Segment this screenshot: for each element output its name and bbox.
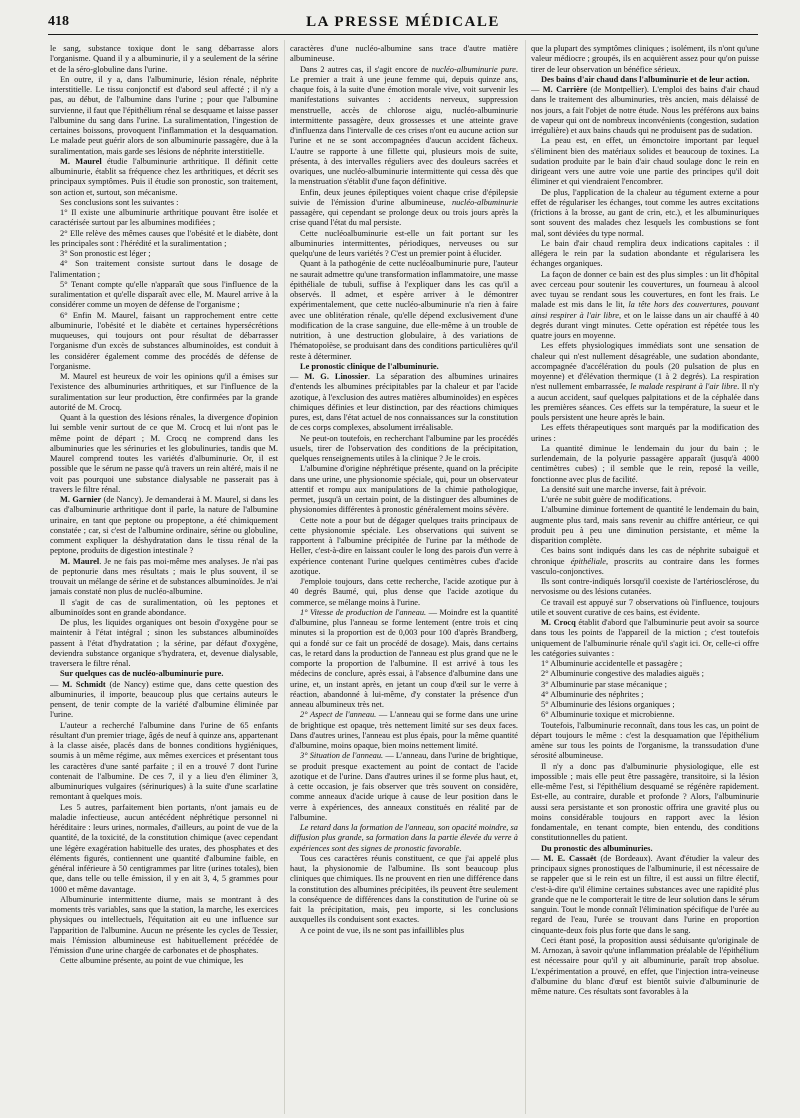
list-item: 2° Elle relève des mêmes causes que l'obésité et le diabète, dont les principales sont : l'hérédité et la suralimentation ; xyxy=(50,228,278,248)
section-heading: Du pronostic des albuminuries. xyxy=(541,843,653,853)
paragraph: Ceci étant posé, la proposition aussi séduisante qu'originale de M. Arnozan, à savoir qu'une inflammation préalable de l'épithélium est nécessaire pour qu'il y ait albuminurie, paraît trop absolue. L'expérimentation a prouvé, en effet, que l'injection intra-veineuse d'albumine du blanc d'œuf est bientôt suivie d'albuminurie de même nature. Ces résultats sont favorables à la xyxy=(531,935,759,996)
paragraph: Ne peut-on toutefois, en recherchant l'albumine par les procédés usuels, tirer de l'observation des conditions de la précipitation, quelques renseignements utiles à la clinique ? Je le crois. xyxy=(290,433,518,463)
paragraph-text: Enfin, deux jeunes épileptiques voient chaque crise d'épilepsie suivie de l'émission d'urine albumineuse, xyxy=(290,187,518,207)
list-item: 6° Albuminurie toxique et microbienne. xyxy=(541,710,675,720)
paragraph: Cette note a pour but de dégager quelques traits principaux de cette physionomie spéciale. Les observations qui suivent se rapportent à l'albumine précipitée de l'urine par la méthode de Heller, c'est-à-dire en laissant couler le long des parois d'un verre à expérience contenant l'urine quelques centimètres cubes d'acide azotique. xyxy=(290,515,518,576)
author-name: M. E. Cassaët xyxy=(543,853,597,863)
list-item: 5° Albuminurie des lésions organiques ; xyxy=(541,700,675,709)
paragraph: Toutefois, l'albuminurie reconnaît, dans tous les cas, un point de départ toujours le même : c'est la desquamation que l'épithélium amène sur tous les points de l'organisme, la transsudation d'une sérosité albumineuse. xyxy=(531,720,759,761)
paragraph-text: Ces bains sont indiqués dans les cas de néphrite subaiguë et chronique xyxy=(531,546,759,566)
paragraph: Quant à la pathogénie de cette nucléoalbuminurie pure, l'auteur ne saurait admettre qu'une transformation inflammatoire, une masse épithéliale de tubuli, suffise à l'expliquer dans les cas qu'il a observés. Il admet, et espère arriver à le démontrer expérimentalement, que cette nucléo-albuminurie n'a rien à faire avec une oblitération rénale, qu'elle dépend exclusivement d'une modification de la crase sanguine, due elle-même à un trouble de nutrition, à une destruction globulaire, à des variations de l'hématopoïèse, se produisant dans des conditions particulières qu'il reste à déterminer. xyxy=(290,259,518,361)
paragraph: Les effets thérapeutiques sont marqués par la modification des urines : xyxy=(531,423,759,443)
author-name: M. G. Linossier xyxy=(304,372,368,381)
paragraph: Quant à la question des lésions rénales, la divergence d'opinion lui semble venir surtout de ce que M. Crocq et lui n'ont pas le même point de départ ; M. Crocq ne comprend dans les albuminuries que les sérinuries et les globulinuries, tandis que M. Maurel comprend toutes les variétés d'albuminurie. Or, il est possible que le sérum ne passe qu'à travers un rein altéré, mais il ne voit pas pourquoi une substance dialysable ne passerait pas à travers le filtre rénal. xyxy=(50,413,278,494)
list-item: 3° Albuminurie par stase mécanique ; xyxy=(541,679,667,689)
emphasis: 3° Situation de l'anneau. xyxy=(300,751,384,761)
author-name: M. Carrière xyxy=(542,85,588,94)
list-item: 2° Albuminurie congestive des maladies aiguës ; xyxy=(541,669,704,679)
page-header xyxy=(48,12,758,35)
paragraph-text: (de Bordeaux). Avant d'étudier la valeur des principaux signes pronostiques de l'albuminurie, il est nécessaire de se rappeler que si le rein est un filtre, il est aussi un filtre électif, c'est-à-dire qu'il élimine certaines substances avec une rapidité plus grande que ne le comporterait le titre de leur solution dans le sérum sanguin. Tout le monde connaît l'élimination spécifique de l'urée au regard de l'eau, l'urée se trouvant dans l'urine en proportion cinquante-deux fois plus forte que dans le sang. xyxy=(531,853,759,935)
paragraph: Cette nucléoalbuminurie est-elle un fait portant sur les albuminuries intermittentes, périodiques, nerveuses ou sur quelqu'une de leurs variétés ? C'est un premier point à élucider. xyxy=(290,228,518,258)
emphasis: la tête hors des couvertures, pouvant ainsi respirer à l'air libre xyxy=(531,300,759,320)
paragraph xyxy=(531,341,759,423)
paragraph: Ses conclusions sont les suivantes : xyxy=(60,197,179,207)
paragraph: Il s'agit de cas de suralimentation, où les peptones et albuminoïdes sont en grande abondance. xyxy=(50,597,278,617)
paragraph-text: étudie l'albuminurie arthritique. Il définit cette albuminurie, établit sa fréquence chez les arthritiques, et décrit ses principaux symptômes. Puis il étudie son pronostic, son traitement, son action et, surtout, son mécanisme. xyxy=(50,156,278,197)
paragraph-text: Dans 2 autres cas, il s'agit encore de xyxy=(300,64,432,74)
paragraph: M. Maurel est heureux de voir les opinions qu'il a émises sur l'existence des albuminuries arthritiques, et sur l'influence de la suralimentation sur leur production, être confirmées par la grande autorité de M. Crocq. xyxy=(50,372,278,412)
paragraph: Les 5 autres, parfaitement bien portants, n'ont jamais eu de maladie infectieuse, aucun antécédent néphrétique personnel ni héréditaire : leurs urines, normales, d'ailleurs, au point de vue de la quantité, de la toxicité, de la constitution chimique (avec cependant une légère exagération habituelle des urates, des phosphates et des éléments figurés, contiennent une quantité d'albumine faible, en général inférieure à 50 centigrammes par litre (urines totales), bien que, dans telle ou telle émission, il y en ait 3, 4, 5 grammes pour 1000 et même davantage. xyxy=(50,802,278,894)
author-name: M. Schmidt xyxy=(62,679,106,689)
paragraph-text: . La séparation des albumines urinaires d'entends les albumines précipitables par la chaleur et par l'acide azotique, à l'exclusion des autres matières albuminoïdes) en espèces chimiques définies et leur distinction, par des réactions chimiques pures, est, dans l'état actuel de nos connaissances sur la constitution de ces corps complexes, absolument irréalisable. xyxy=(290,372,518,433)
paragraph: En outre, il y a, dans l'albuminurie, lésion rénale, néphrite interstitielle. Le tissu conjonctif est d'abord seul affecté ; il n'y a pas, au début, de l'albumine dans l'urine ; pour que l'albumine survienne, il faut que l'épithélium rénal se desquame et laisse passer l'albumine du sang dans l'urine. La suralimentation, l'ingestion de certaines boissons, provoquent l'inflammation et la desquamation. Le malade peut guérir alors de son albuminurie passagère, due à la suralimentation, mais garde ses lésions de néphrite interstitielle. xyxy=(50,74,278,156)
paragraph-text: passagère, qui cependant se prolonge deux ou trois jours après la crise quand l'état du mal persiste. xyxy=(290,208,518,228)
emphasis: épithéliale xyxy=(570,556,606,566)
list-item: 4° Son traitement consiste surtout dans le dosage de l'alimentation ; xyxy=(50,259,278,279)
paragraph xyxy=(50,495,278,557)
paragraph: L'auteur a recherché l'albumine dans l'urine de 65 enfants résultant d'un premier triage, âgés de neuf à quinze ans, appartenant à la classe aisée, placés dans de bonnes conditions hygiéniques, soumis à un même régime, aux mêmes exercices et présentant tous les caractères d'une santé parfaite ; il en a trouvé 7 dont l'urine contenait de l'albumine. De ces 7, il y a lieu d'en éliminer 3, albuminuriques vulgaires (sérinuriques) à la suite d'une scarlatine remontant à quelques mois. xyxy=(50,720,278,802)
paragraph-text: — L'anneau qui se forme dans une urine de brightique est opaque, très nettement limité sur ses deux faces. Dans d'autres urines, l'anneau est plus épais, pour la même quantité d'albumine, moins opaque, bien moins nettement limité. xyxy=(290,710,518,750)
paragraph: A ce point de vue, ils ne sont pas infaillibles plus xyxy=(300,925,464,935)
paragraph xyxy=(531,270,759,342)
paragraph-text: . Je ne fais pas moi-même mes analyses. Je n'ai pas de peptonurie dans mes résultats ; mais le plus souvent, il se trouvait un mélange de sérine et de substances albuminoïdes. Je n'ai jamais constaté non plus de nucléo-albumine. xyxy=(50,556,278,597)
paragraph-text: (de Nancy). Je demanderai à M. Maurel, si dans les cas d'albuminurie arthritique dont il parle, la nature de l'albumine urinaire, en tant que peptone ou propeptone, a été chimiquement constatée ; car, si c'est de l'albumine ordinaire, sérine ou globuline, comment expliquer la déshydratation dans le tissu rénal de la peptone, produits de digestion intestinale ? xyxy=(50,495,278,556)
paragraph xyxy=(290,188,518,229)
column-gutter xyxy=(284,40,285,1114)
column-right xyxy=(531,44,759,1114)
paragraph xyxy=(50,557,278,598)
paragraph: Cette albumine présente, au point de vue chimique, les xyxy=(60,956,244,966)
paragraph xyxy=(290,751,518,823)
emphasis: nucléo-albuminurie xyxy=(451,197,518,207)
paragraph: La peau est, en effet, un émonctoire important par lequel s'éliminent bien des matériaux solides et beaucoup de toxines. La sudation produite par le bain d'air chaud soulage donc le rein en dirigeant vers une autre voie une partie des principes qu'il doit éliminer et qui viendraient l'encombrer. xyxy=(531,136,759,187)
paragraph xyxy=(290,608,518,711)
paragraph xyxy=(290,823,518,854)
emphasis: 1° Vitesse de production de l'anneau. xyxy=(300,607,427,617)
paragraph: Tous ces caractères réunis constituent, ce que j'ai appelé plus haut, la physionomie de l'albumine. Ils sont beaucoup plus cliniques que chimiques. Ils ne prouvent en rien une différence dans la constitution des albumines précipitées, ils peuvent être seulement la conséquence de différences dans la constitution de l'urine où se fait la précipitation, mais, peu importe, si les conclusions auxquelles ils conduisent sont exactes. xyxy=(290,853,518,925)
section-heading: Sur quelques cas de nucléo-albuminurie pure. xyxy=(60,669,224,679)
paragraph: — M. Carrière (de Montpellier). L'emploi des bains d'air chaud dans le traitement des albuminuries, très ancien, mais délaissé de nos jours, a fait l'objet de notre étude. Nous les préférons aux bains de vapeur qui ont de nombreux inconvénients (congestion, sudation irrégulière) et aux bains chauds qui ne produisent pas de sudation. xyxy=(531,85,759,135)
paragraph: Le bain d'air chaud remplira deux indications capitales : il allégera le rein par la sudation abondante et régularisera les échanges organiques. xyxy=(531,238,759,269)
list-item: 3° Son pronostic est léger ; xyxy=(60,249,151,258)
author-name: M. Crocq xyxy=(541,618,576,627)
paragraph: L'albumine diminue fortement de quantité le lendemain du bain, augmente plus tard, mais sans revenir au chiffre antérieur, ce qui produit peu à peu une diminution persistante, et même la disparition complète. xyxy=(531,505,759,545)
paragraph: La quantité diminue le lendemain du jour du bain ; le surlendemain, de la polyurie passagère apparaît (jusqu'à 4000 centimètres cubes) ; il semble que le rein, reposé la veille, fonctionne avec plus de facilité. xyxy=(531,443,759,484)
paragraph xyxy=(50,157,278,198)
emphasis: le malade respirant à l'air libre xyxy=(630,382,738,392)
paragraph-text: — L'anneau, dans l'urine de brightique, se produit presque exactement au point de contact de l'acide azotique et de l'urine. Dans d'autres urines il se forme plus haut, et, à cette occasion, je fais observer que très souvent on considère, comme anneaux d'acide urique à cause de leur position dans le verre à expériences, des anneaux constitués en réalité par de l'albumine. xyxy=(290,751,518,822)
paragraph-text: établit d'abord que l'albuminurie peut avoir sa source dans tous les points de l'appareil de la miction ; c'est toutefois uniquement de l'albuminurie rénale qu'il s'agit ici. Or, celle-ci offre les catégories suivantes : xyxy=(531,618,759,658)
column-left xyxy=(50,44,278,1114)
journal-title: LA PRESSE MÉDICALE xyxy=(306,14,500,30)
list-item: 1° Il existe une albuminurie arthritique pouvant être isolée et caractérisée surtout par les albumines modifiées ; xyxy=(50,208,278,228)
page-number: 418 xyxy=(48,14,69,29)
paragraph: — M. Schmidt (de Nancy) estime que, dans cette question des albuminuries, il importe, beaucoup plus que certains auteurs le pensent, de tenir compte de la variété d'albumine éliminée par l'urine. xyxy=(50,679,278,720)
paragraph-text: . Le premier a trait à une jeune femme qui, depuis quinze ans, chaque fois, à la suite d'une émotion morale vive, voit survenir les manifestations suivantes : accidents nerveux, suppression menstruelle, accès de chlorose aigu, nucléo-albuminurie intermittente passagère, deux grossesses et une atteinte grave d'influenza dans l'intervalle de ces crises n'ont eu aucune action sur l'urine et ne se sont accompagnées d'aucun accident fâcheux. L'autre se rapporte à une fillette qui, plusieurs mois de suite, présenta, à des intervalles réguliers avec des douleurs sacrées et ovariques, une nucléo-albuminurie intermittente qui cessa dès que la menstruation s'établit d'une façon définitive. xyxy=(290,64,518,187)
section-heading: Des bains d'air chaud dans l'albuminurie et de leur action. xyxy=(541,74,750,84)
paragraph-text: — Moindre est la quantité d'albumine, plus l'anneau se forme lentement (entre trois et cinq minutes si la proportion est de 0,003 pour 100 d'après Brandberg, qui a fondé sur ce fait un procédé de dosage). Mais, dans certains cas, le retard dans la production de l'anneau est plus grand que ne le comporte la proportion de l'albumine. Il est arrivé à tous les médecins de conclure, après essai, à l'absence d'albumine dans une urine, et, un instant après, en jetant un coup d'œil sur le verre à réaction, abandonné à lui-même, d'y constater la présence d'un anneau albumineux très net. xyxy=(290,607,518,709)
paragraph xyxy=(531,618,759,659)
paragraph: De plus, l'application de la chaleur au tégument externe a pour effet de régulariser les échanges, tout comme les autres excitations (frictions à la brosse, au gant de crin, etc.), et les albuminuriques sont souvent des malades chez lesquels les combustions se font mal, sont déviées du type normal. xyxy=(531,187,759,238)
list-item: 4° Albuminurie des néphrites ; xyxy=(541,689,644,699)
paragraph: L'albumine d'origine néphrétique présente, quand on la précipite dans une urine, une physionomie spéciale, qui, pour un observateur attentif et rompu aux manipulations de la chimie pathologique, permet, jusqu'à un certain point, de la distinguer des albumines de physionomies différentes à pronostic généralement moins sévère. xyxy=(290,464,518,515)
list-item: 5° Tenant compte qu'elle n'apparaît que sous l'influence de la suralimentation et qu'elle disparaît avec elle, M. Maurel arrive à la considérer comme un moyen de défense de l'organisme ; xyxy=(50,279,278,310)
author-name: M. Maurel xyxy=(60,556,100,566)
paragraph: Il n'y a donc pas d'albuminurie physiologique, elle est impossible ; mais elle peut être passagère, transitoire, si la lésion elle-même l'est, si l'épithélium desquamé se régénère rapidement. Est-elle, au contraire, durable et profonde ? Alors, l'albuminurie aussi sera persistante et son pronostic offrira une gravité plus ou moins considérable toujours en rapport avec la lésion fondamentale, en tenant compte, bien entendu, des conditions constitutionnelles du patient. xyxy=(531,761,759,843)
paragraph: Albuminurie intermittente diurne, mais se montrant à des moments très variables, sans que la station, la marche, les exercices physiques ou intellectuels, l'équitation ait eu une influence sur l'apparition de l'albumine. Aucun ne présente les cycles de Tessier, mais l'émission albumineuse est habituellement précédée de l'émission d'une urine chargée de carbonates et de phosphates. xyxy=(50,894,278,955)
section-heading: Le pronostic clinique de l'albuminurie. xyxy=(300,361,439,371)
paragraph: caractères d'une nucléo-albumine sans trace d'autre matière albumineuse. xyxy=(290,44,518,64)
paragraph-text: (de Nancy) estime que, dans cette question des albuminuries, il importe, beaucoup plus que certains auteurs le pensent, de tenir compte de la variété d'albumine éliminée par l'urine. xyxy=(50,679,278,720)
paragraph: La densité suit une marche inverse, fait à prévoir. xyxy=(541,484,707,494)
column-gutter xyxy=(525,40,526,1114)
paragraph: De plus, les liquides organiques ont besoin d'oxygène pour se maintenir à l'état intégral ; sinon les substances albuminoïdes passent à l'état d'hydratation ; la sérine, par défaut d'oxygène, deviendra substance organique s'hydratera, et, devenue dialysable, traversera le filtre rénal. xyxy=(50,618,278,668)
paragraph-text: , proscrits au contraire dans les formes vasculo-conjonctives. xyxy=(531,556,759,576)
paragraph xyxy=(290,710,518,751)
paragraph: Ce travail est appuyé sur 7 observations où l'influence, toujours utile et souvent curative de ces bains, est évidente. xyxy=(531,597,759,617)
paragraph xyxy=(531,546,759,577)
list-item: 1° Albuminurie accidentelle et passagère ; xyxy=(541,659,683,668)
emphasis: Le retard dans la formation de l'anneau, son opacité moindre, sa diffusion plus grande, sa formation dans la partie élevée du verre à expériences sont des signes de pronostic favorable. xyxy=(290,823,518,853)
paragraph-text: La façon de donner ce bain est des plus simples : un lit d'hôpital avec cerceau pour soutenir les couvertures, un fourneau à alcool avec tuyau se rendant sous les couvertures, en font les frais. Le malade est mis dans le lit, xyxy=(531,269,759,310)
emphasis: nucléo-albuminurie pure xyxy=(431,64,516,74)
author-name: M. Garnier xyxy=(60,495,102,504)
emphasis: 2° Aspect de l'anneau. xyxy=(300,710,377,720)
paragraph-text: , et on le laisse dans un air chauffé à 40 degrés durant vingt minutes. Cette opération est répétée tous les quatre jours en moyenne. xyxy=(531,310,759,340)
paragraph: que la plupart des symptômes cliniques ; isolément, ils n'ont qu'une valeur médiocre ; groupés, ils en acquièrent assez pour qu'on puisse tirer de leur observation un bénéfice sérieux. xyxy=(531,44,759,74)
list-item: 6° Enfin M. Maurel, faisant un rapprochement entre cette albuminurie, l'obésité et le diabète et certaines hypersécrétions muqueuses, qui toujours ont pour résultat de débarrasser l'organisme d'un excès de substances albuminoïdes, est conduit à les considérer également comme des procédés de défense de l'organisme. xyxy=(50,310,278,371)
paragraph xyxy=(290,65,518,188)
paragraph: le sang, substance toxique dont le sang débarrasse alors l'organisme. Quand il y a albuminurie, il y a seulement de la sérine et de la séro-globuline dans l'urine. xyxy=(50,44,278,74)
paragraph-text: Les effets physiologiques immédiats sont une sensation de chaleur qui n'est nullement désagréable, une sudation abondante, accompagnée d'accélération du pouls (20 pulsation de plus en moyenne) et d'élévation thermique (1 à 2 degrés). La respiration n'est nullement embarrassée, xyxy=(531,341,759,392)
paragraph: J'emploie toujours, dans cette recherche, l'acide azotique pur à 40 degrés Baumé, qui, plus dense que l'acide azotique du commerce, se mélange moins à l'urine. xyxy=(290,577,518,607)
author-name: M. Maurel xyxy=(60,156,102,166)
paragraph: — M. G. Linossier. La séparation des albumines urinaires d'entends les albumines précipitables par la chaleur et par l'acide azotique, à l'exclusion des autres matières albuminoïdes) en espèces chimiques définies et leur distinction, par des réactions chimiques pures, est, dans l'état actuel de nos connaissances sur la constitution de ces corps complexes, absolument irréalisable. xyxy=(290,372,518,433)
paragraph: — M. E. Cassaët (de Bordeaux). Avant d'étudier la valeur des principaux signes pronostiques de l'albuminurie, il est nécessaire de se rappeler que si le rein est un filtre, il est aussi un filtre électif, c'est-à-dire qu'il élimine certaines substances avec une rapidité plus grande que ne le comporterait le titre de leur solution dans le sérum sanguin. Tout le monde connaît l'élimination spécifique de l'urée au regard de l'eau, l'urée se trouvant dans l'urine en proportion cinquante-deux fois plus forte que dans le sang. xyxy=(531,853,759,935)
paragraph: L'urée ne subit guère de modifications. xyxy=(541,495,672,504)
paragraph-text: . Il n'y a aucun accident, sauf quelques palpitations et de la céphalée dans les premières séances. Ces effets sur la température, la sueur et le pouls persistent une heure après le bain. xyxy=(531,382,759,422)
paragraph-text: (de Montpellier). L'emploi des bains d'air chaud dans le traitement des albuminuries, très ancien, mais délaissé de nos jours, a fait l'objet de notre étude. Nous les préférons aux bains de vapeur qui ont de nombreux inconvénients (congestion, sudation irrégulière) et aux bains chauds qui ne produisent pas de sudation. xyxy=(531,85,759,135)
column-middle xyxy=(290,44,518,1114)
paragraph: Ils sont contre-indiqués lorsqu'il coexiste de l'artériosclérose, du nervosisme ou des lésions cutanées. xyxy=(531,577,759,597)
